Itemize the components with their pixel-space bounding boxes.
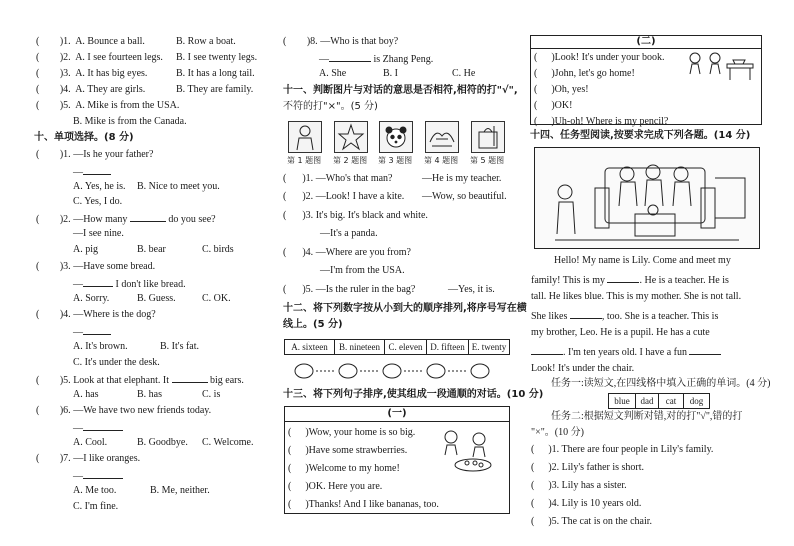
item-number: )5. [59, 100, 71, 111]
judge-item-4: ( )4. —Where are you from? [283, 247, 411, 258]
numbers-box [284, 339, 510, 355]
task-1-heading: 任务一:读短文,在四线格中填入正确的单词。(4 分) [551, 378, 771, 389]
reply-line: — is Zhang Peng. [319, 54, 434, 65]
option-a: A. Bounce a ball. [75, 36, 145, 47]
dialogue-2-line-4: ( )OK! [534, 100, 573, 111]
tf-item-5: ( )5. The cat is on the chair. [531, 516, 653, 527]
judge-item-5: ( )5. —Is the ruler in the bag? [283, 284, 416, 295]
word-option: dad [636, 394, 659, 408]
dialogue-2-line-2: ( )John, let's go home! [534, 68, 635, 79]
judge-item-1: ( )1. —Who's that man? [283, 173, 393, 184]
item-number: )1. [59, 36, 71, 47]
number-option-d: D. fifteen [427, 340, 469, 354]
judge-reply-4: —I'm from the USA. [320, 265, 405, 276]
man-picture [288, 121, 322, 153]
item-1: ( )1. A. Bounce a ball. [36, 36, 145, 47]
write-blank-4[interactable] [689, 345, 721, 355]
number-option-e: E. twenty [471, 342, 507, 352]
bag-picture [471, 121, 505, 153]
question-text: —Have some bread. [73, 261, 156, 272]
option-c: C. He [452, 68, 476, 79]
option-b: B. It has a long tail. [176, 68, 255, 79]
family-living-room-illustration [535, 148, 759, 248]
option-a: A. I see fourteen legs. [75, 52, 163, 63]
dialogue-1-line-2: ( )Have some strawberries. [288, 445, 408, 456]
item-number: )3. [59, 68, 71, 79]
answer-line: — [73, 165, 111, 179]
item-4: ( )4. A. They are girls. [36, 84, 146, 95]
picture-label-5: 第 5 题图 [470, 156, 505, 165]
option-b: B. I [383, 68, 398, 79]
item-5: ( )5. A. Mike is from the USA. [36, 100, 180, 111]
judge-reply-5: —Yes, it is. [448, 284, 495, 295]
eagle-flag-icon [426, 122, 458, 152]
tf-item-1: ( )1. There are four people in Lily's family. [531, 444, 714, 455]
kite-picture [334, 121, 368, 153]
option-a: A. pig [73, 244, 98, 255]
option-c: C. It's under the desk. [73, 357, 160, 368]
option-a: A. She [319, 68, 347, 79]
dialogue-2-line-1: ( )Look! It's under your book. [534, 52, 665, 63]
option-b: B. They are family. [176, 84, 254, 95]
question-8: ( )8. —Who is that boy? [283, 36, 399, 47]
judge-reply-1: —He is my teacher. [422, 173, 502, 184]
question-text: —We have two new friends today. [73, 405, 212, 416]
kids-desk-illustration [685, 50, 757, 86]
question-1: ( )1. —Is he your father? [36, 149, 154, 160]
dialogue-2-line-3: ( )Oh, yes! [534, 84, 589, 95]
question-6: ( )6. —We have two new friends today. [36, 405, 212, 416]
question-text: —Who is that boy? [320, 36, 399, 47]
passage-line-7: Look! It's under the chair. [531, 363, 635, 374]
dialogue-2-line-5: ( )Uh-oh! Where is my pencil? [534, 116, 669, 127]
option-a: A. Sorry. [73, 293, 110, 304]
number-option-c: C. eleven [385, 340, 427, 354]
section-heading-14: 十四、任务型阅读,按要求完成下列各题。(14 分) [530, 130, 751, 141]
task-2-heading-cont: "×"。(10 分) [531, 427, 584, 438]
school-bag-icon [472, 122, 504, 152]
option-b: B. Guess. [137, 293, 176, 304]
write-blank-3[interactable] [531, 345, 563, 355]
option-b: B. Mike is from the Canada. [73, 116, 187, 127]
word-option: cat [659, 394, 684, 408]
picture-label-1: 第 1 题图 [287, 156, 322, 165]
write-blank-1[interactable] [607, 273, 639, 283]
picture-label-4: 第 4 题图 [424, 156, 459, 165]
option-b: B. Me, neither. [150, 485, 210, 496]
panda-picture [379, 121, 413, 153]
option-b: B. Nice to meet you. [137, 181, 220, 192]
reply-text: —I see nine. [73, 228, 124, 239]
section-heading-11: 十一、判断图片与对话的意思是否相符,相符的打"√", [283, 85, 518, 96]
task-2-heading: 任务二:根据短文判断对错,对的打"√",错的打 [551, 411, 743, 422]
judge-item-2: ( )2. —Look! I have a kite. [283, 191, 405, 202]
dialogue-1-line-3: ( )Welcome to my home! [288, 463, 400, 474]
question-5: ( )5. Look at that elephant. It big ears. [36, 375, 244, 386]
number-option-a: A. sixteen [285, 340, 335, 354]
passage-line-2: family! This is my . He is a teacher. He is [531, 275, 729, 286]
passage-line-4: She likes , too. She is a teacher. This is [531, 311, 719, 322]
star-kite-icon [335, 122, 367, 152]
reply-line: — I don't like bread. [73, 279, 186, 290]
question-text: —I like oranges. [73, 453, 141, 464]
judge-item-3: ( )3. It's big. It's black and white. [283, 210, 428, 221]
option-a: A. Cool. [73, 437, 108, 448]
answer-line: — [73, 421, 123, 435]
section-heading-10: 十、单项选择。(8 分) [34, 132, 134, 143]
section-heading-12-cont: 线上。(5 分) [283, 319, 343, 330]
man-icon [289, 122, 321, 152]
item-3: ( )3. A. It has big eyes. [36, 68, 148, 79]
question-4: ( )4. —Where is the dog? [36, 309, 156, 320]
option-b: B. bear [137, 244, 166, 255]
word-option: dog [689, 396, 704, 406]
judge-reply-2: —Wow, so beautiful. [422, 191, 507, 202]
option-b: B. has [137, 389, 162, 400]
option-c: C. Welcome. [202, 437, 254, 448]
dialogue-1-line-4: ( )OK. Here you are. [288, 481, 383, 492]
option-c: C. is [202, 389, 221, 400]
picture-label-2: 第 2 题图 [333, 156, 368, 165]
children-fruit-illustration [437, 425, 505, 475]
dialogue-1-title: (一) [285, 407, 509, 422]
word-option: blue [609, 394, 636, 408]
picture-label-3: 第 3 题图 [378, 156, 413, 165]
option-b: B. It's fat. [160, 341, 200, 352]
family-picture [534, 147, 760, 249]
tf-item-2: ( )2. Lily's father is short. [531, 462, 645, 473]
question-7: ( )7. —I like oranges. [36, 453, 141, 464]
passage-line-1: Hello! My name is Lily. Come and meet my [554, 255, 731, 266]
number-option-b: B. nineteen [335, 340, 385, 354]
option-c: C. birds [202, 244, 234, 255]
option-a: A. It's brown. [73, 341, 128, 352]
flower-icons [292, 360, 492, 382]
option-a: A. It has big eyes. [75, 68, 148, 79]
passage-line-5: my brother, Leo. He is a pupil. He has a cute [531, 327, 710, 338]
tf-item-4: ( )4. Lily is 10 years old. [531, 498, 642, 509]
section-heading-12: 十二、将下列数字按从小到大的顺序排列,将序号写在横 [283, 303, 527, 314]
answer-line: — [73, 325, 111, 339]
item-2: ( )2. A. I see fourteen legs. [36, 52, 163, 63]
item-number: )4. [59, 84, 71, 95]
option-b: B. Row a boat. [176, 36, 236, 47]
dialogue-1-box [284, 406, 510, 514]
answer-line: — [73, 469, 123, 483]
write-blank-2[interactable] [570, 309, 602, 319]
flag-picture [425, 121, 459, 153]
word-box [608, 393, 710, 409]
judge-reply-3: —It's a panda. [320, 228, 378, 239]
panda-icon [380, 122, 412, 152]
option-b: B. I see twenty legs. [176, 52, 258, 63]
question-2: ( )2. —How many do you see? [36, 214, 216, 225]
question-3: ( )3. —Have some bread. [36, 261, 156, 272]
option-c: C. I'm fine. [73, 501, 119, 512]
item-number: )2. [59, 52, 71, 63]
dialogue-1-line-5: ( )Thanks! And I like bananas, too. [288, 499, 439, 510]
passage-line-6: . I'm ten years old. I have a fun [531, 345, 721, 359]
option-a: A. Mike is from the USA. [75, 100, 180, 111]
option-b: B. Goodbye. [137, 437, 188, 448]
option-a: A. They are girls. [75, 84, 146, 95]
question-text: —Is he your father? [73, 149, 154, 160]
dialogue-1-line-1: ( )Wow, your home is so big. [288, 427, 416, 438]
tf-item-3: ( )3. Lily has a sister. [531, 480, 627, 491]
question-text: —Where is the dog? [73, 309, 156, 320]
option-c: C. OK. [202, 293, 231, 304]
section-heading-13: 十三、将下列句子排序,使其组成一段通顺的对话。(10 分) [283, 389, 544, 400]
option-a: A. has [73, 389, 99, 400]
question-text: Look at that elephant. It [73, 375, 169, 386]
option-a: A. Yes, he is. [73, 181, 126, 192]
option-a: A. Me too. [73, 485, 117, 496]
question-text: —How many [73, 214, 128, 225]
option-c: C. Yes, I do. [73, 196, 123, 207]
dialogue-2-box [530, 35, 762, 125]
passage-line-3: tall. He likes blue. This is my mother. She is not tall. [531, 291, 742, 302]
dialogue-2-title: (二) [531, 36, 761, 49]
section-heading-11-cont: 不符的打"×"。(5 分) [283, 101, 378, 112]
